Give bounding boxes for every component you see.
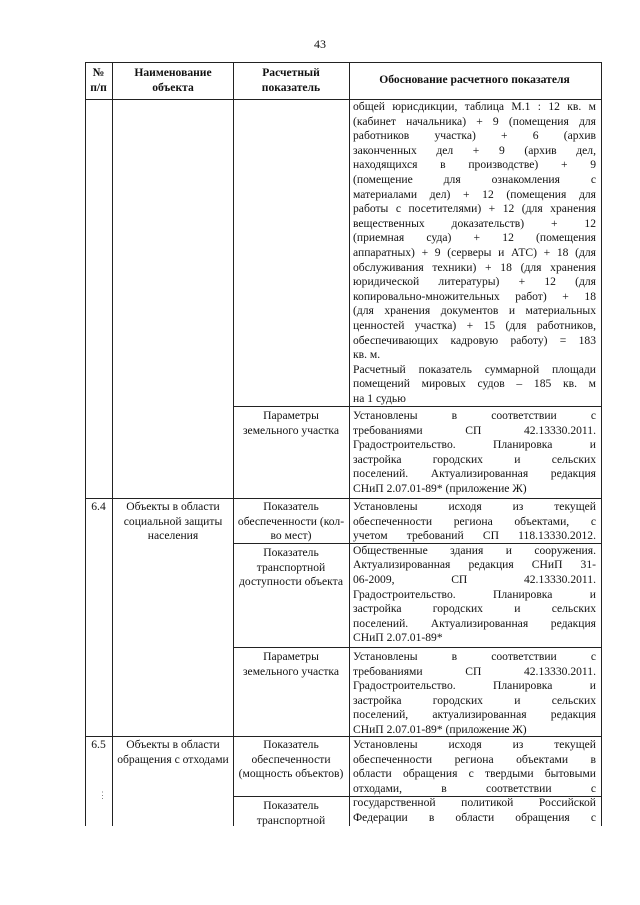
justification-line: (помещение для ознакомления с (353, 172, 596, 186)
justification-line: помещений мировых судов – 185 кв. м (353, 377, 596, 391)
row-6-4-transport-indicator: Показатель транспортной доступности объекта (238, 546, 344, 589)
justification-line: обеспеченности региона объектами, с (353, 514, 596, 528)
justification-line: кв. м. (353, 348, 381, 362)
row-6-5-justification (353, 738, 596, 826)
justification-line: (приемная суда) + 12 (помещения (353, 231, 596, 245)
justification-line: застройка городских и сельских (353, 452, 596, 466)
land-plot-indicator: Параметры земельного участка (242, 409, 340, 437)
justification-line: обслуживания техники) + 18 (для хранения (353, 260, 596, 274)
row-rule (85, 498, 602, 499)
continuation-text (353, 100, 596, 406)
page-number: 43 (314, 37, 326, 51)
justification-line: Установлены исходя из текущей (353, 500, 596, 513)
justification-line: материалами дел) + 12 (помещения для (353, 187, 596, 201)
standards-table (85, 62, 602, 826)
justification-line: работы с посетителями) + 12 (для хранения (353, 202, 596, 216)
justification-line: застройка городских и сельских (353, 602, 596, 616)
justification-line: Актуализированная редакция СНиП 31- (353, 558, 596, 572)
header-indicator: Расчетный показатель (261, 66, 321, 94)
justification-line: Градостроительство. Планировка и (353, 587, 596, 601)
justification-line: СНиП 2.07.01-89* (353, 631, 443, 645)
column-divider (112, 62, 113, 826)
justification-line: законченных дел + 9 (архив дел, (353, 143, 596, 157)
justification-line: СНиП 2.07.01-89* (приложение Ж) (353, 722, 527, 736)
column-divider (349, 62, 350, 826)
row-6-4-name: Объекты в области социальной защиты населения (123, 500, 223, 543)
column-divider (233, 62, 234, 826)
justification-line: работников участка) + 6 (архив (353, 129, 596, 143)
continuation-lines (353, 100, 596, 363)
justification-line: Градостроительство. Планировка и (353, 679, 596, 693)
table-border-top (85, 62, 602, 63)
justification-line: Установлены в соответствии с (353, 650, 596, 663)
justification-line: копировально-множительных работ) + 18 (353, 289, 596, 303)
justification-line: на 1 судью (353, 391, 406, 405)
header-justification: Обоснование расчетного показателя (379, 73, 570, 86)
justification-line: требованиями СП 42.13330.2011. (353, 423, 596, 437)
justification-line: поселений, актуализированная редакция (353, 708, 596, 722)
justification-line: Установлены исходя из текущей (353, 738, 596, 751)
header-name: Наименование объекта (134, 66, 212, 94)
header-num: № п/п (90, 66, 107, 94)
justification-line: (для хранения документов и материальных (353, 304, 596, 318)
continuation-summary (353, 363, 596, 407)
justification-line: Градостроительство. Планировка и (353, 438, 596, 452)
row-6-5-name: Объекты в области обращения с отходами (117, 738, 229, 766)
justification-line: общей юрисдикции, таблица М.1 : 12 кв. м (353, 100, 596, 113)
row-6-4-provision-indicator: Показатель обеспеченности (кол-во мест) (237, 500, 345, 543)
justification-line: 06-2009, СП 42.13330.2011. (353, 572, 596, 586)
row-6-5-transport-indicator: Показатель транспортной (256, 799, 326, 827)
justification-line: области обращения с твердыми бытовыми (353, 767, 596, 781)
justification-line: ценностей участка) + 15 (для работников, (353, 318, 596, 332)
justification-line: учетом требований СП 118.13330.2012. (353, 529, 596, 543)
justification-line: Общественные здания и сооружения. (353, 543, 596, 557)
justification-line: находящихся в производстве) + 9 (353, 158, 596, 172)
justification-line: застройка городских и сельских (353, 693, 596, 707)
margin-mark: ⋮ (98, 790, 107, 800)
land-plot-justification (353, 409, 596, 497)
justification-line: поселений. Актуализированная редакция (353, 467, 596, 481)
justification-line: аппаратных) + 9 (серверы и АТС) + 18 (для (353, 245, 596, 259)
row-6-5-provision-indicator: Показатель обеспеченности (мощность объектов) (238, 738, 344, 781)
table-border-left (85, 62, 86, 826)
row-6-4-justification (353, 500, 596, 646)
justification-line: Федерации в области обращения с (353, 810, 596, 824)
justification-line: требованиями СП 42.13330.2011. (353, 664, 596, 678)
justification-line: Расчетный показатель суммарной площади (353, 362, 596, 376)
row-6-4-land-indicator: Параметры земельного участка (242, 650, 340, 678)
justification-line: юридической литературы) + 12 (для (353, 275, 596, 289)
row-6-5-num: 6.5 (91, 738, 106, 751)
justification-line: обеспечивающих кадровую работу) = 183 (353, 333, 596, 347)
row-rule (233, 647, 602, 648)
row-6-4-num: 6.4 (91, 500, 106, 513)
justification-line: обеспеченности региона объектами в (353, 752, 596, 766)
justification-line: Установлены в соответствии с (353, 409, 596, 422)
justification-line: государственной политикой Российской (353, 796, 596, 810)
justification-line: СНиП 2.07.01-89* (приложение Ж) (353, 481, 527, 495)
justification-line: (кабинет начальника) + 9 (помещения для (353, 114, 596, 128)
justification-line: отходами, в соответствии с (353, 781, 596, 795)
justification-line: вещественных доказательств) + 12 (353, 216, 596, 230)
justification-line: поселений. Актуализированная редакция (353, 616, 596, 630)
table-border-right (601, 62, 602, 826)
row-6-4-land-justification (353, 650, 596, 738)
